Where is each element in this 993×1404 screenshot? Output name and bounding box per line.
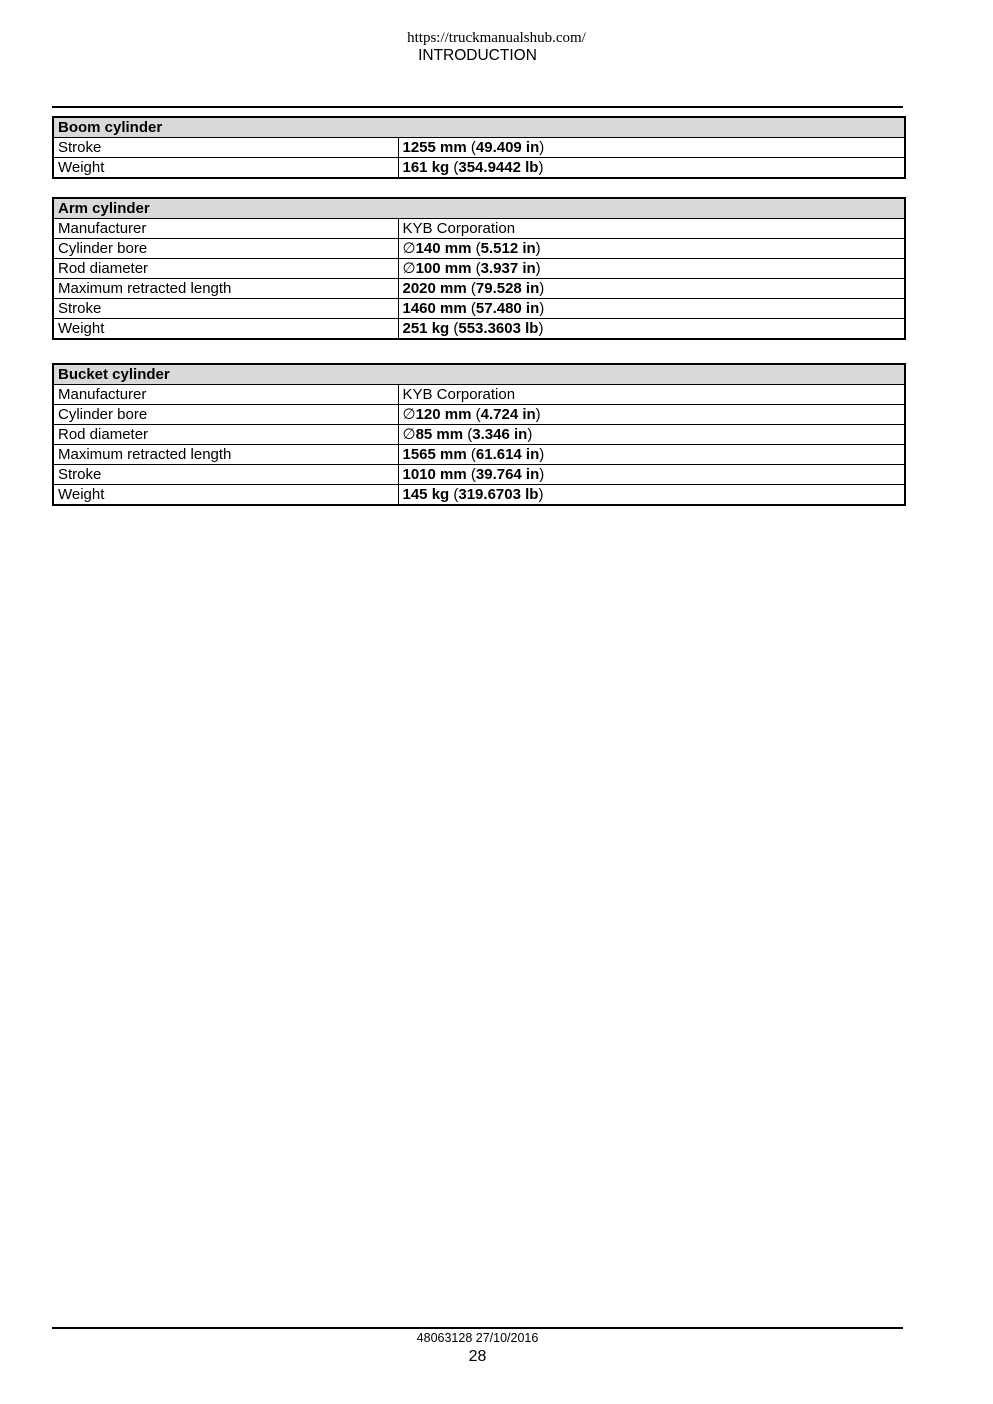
row-value: KYB Corporation	[398, 219, 905, 239]
header-rule	[52, 106, 903, 108]
row-label: Weight	[53, 485, 398, 506]
row-value: 145 kg (319.6703 lb)	[398, 485, 905, 506]
row-label: Weight	[53, 158, 398, 179]
row-value: ∅140 mm (5.512 in)	[398, 239, 905, 259]
row-value: KYB Corporation	[398, 385, 905, 405]
row-value: 1255 mm (49.409 in)	[398, 138, 905, 158]
table-row	[53, 465, 905, 485]
row-label: Weight	[53, 319, 398, 340]
diameter-icon: ∅	[402, 240, 416, 257]
table-row	[53, 259, 905, 279]
table-row	[53, 239, 905, 259]
table-title: Boom cylinder	[53, 117, 905, 138]
arm-cylinder-table	[52, 197, 906, 340]
row-value: ∅100 mm (3.937 in)	[398, 259, 905, 279]
row-label: Manufacturer	[53, 385, 398, 405]
document-code: 48063128 27/10/2016	[416, 1331, 539, 1345]
row-value: 251 kg (553.3603 lb)	[398, 319, 905, 340]
diameter-icon: ∅	[402, 260, 416, 277]
table-row	[53, 445, 905, 465]
row-value: 1460 mm (57.480 in)	[398, 299, 905, 319]
table-header-row	[53, 364, 905, 385]
row-label: Stroke	[53, 299, 398, 319]
table-header-row	[53, 117, 905, 138]
table-row	[53, 219, 905, 239]
table-row	[53, 319, 905, 340]
row-label: Rod diameter	[53, 259, 398, 279]
row-label: Stroke	[53, 465, 398, 485]
row-label: Stroke	[53, 138, 398, 158]
table-row	[53, 138, 905, 158]
table-row	[53, 158, 905, 179]
row-value: ∅120 mm (4.724 in)	[398, 405, 905, 425]
row-label: Rod diameter	[53, 425, 398, 445]
row-value: 1010 mm (39.764 in)	[398, 465, 905, 485]
row-value: 1565 mm (61.614 in)	[398, 445, 905, 465]
row-label: Maximum retracted length	[53, 445, 398, 465]
row-label: Cylinder bore	[53, 239, 398, 259]
table-row	[53, 279, 905, 299]
table-row	[53, 385, 905, 405]
footer-rule	[52, 1327, 903, 1329]
diameter-icon: ∅	[402, 406, 416, 423]
row-value: 2020 mm (79.528 in)	[398, 279, 905, 299]
bucket-cylinder-table	[52, 363, 906, 506]
boom-cylinder-table	[52, 116, 906, 179]
row-label: Maximum retracted length	[53, 279, 398, 299]
row-label: Manufacturer	[53, 219, 398, 239]
table-title: Arm cylinder	[53, 198, 905, 219]
source-url: https://truckmanualshub.com/	[407, 30, 586, 46]
section-title: INTRODUCTION	[418, 47, 537, 64]
table-row	[53, 485, 905, 506]
table-header-row	[53, 198, 905, 219]
row-value: ∅85 mm (3.346 in)	[398, 425, 905, 445]
row-label: Cylinder bore	[53, 405, 398, 425]
page-number: 28	[468, 1348, 487, 1365]
table-title: Bucket cylinder	[53, 364, 905, 385]
diameter-icon: ∅	[402, 426, 416, 443]
row-value: 161 kg (354.9442 lb)	[398, 158, 905, 179]
table-row	[53, 425, 905, 445]
table-row	[53, 405, 905, 425]
table-row	[53, 299, 905, 319]
